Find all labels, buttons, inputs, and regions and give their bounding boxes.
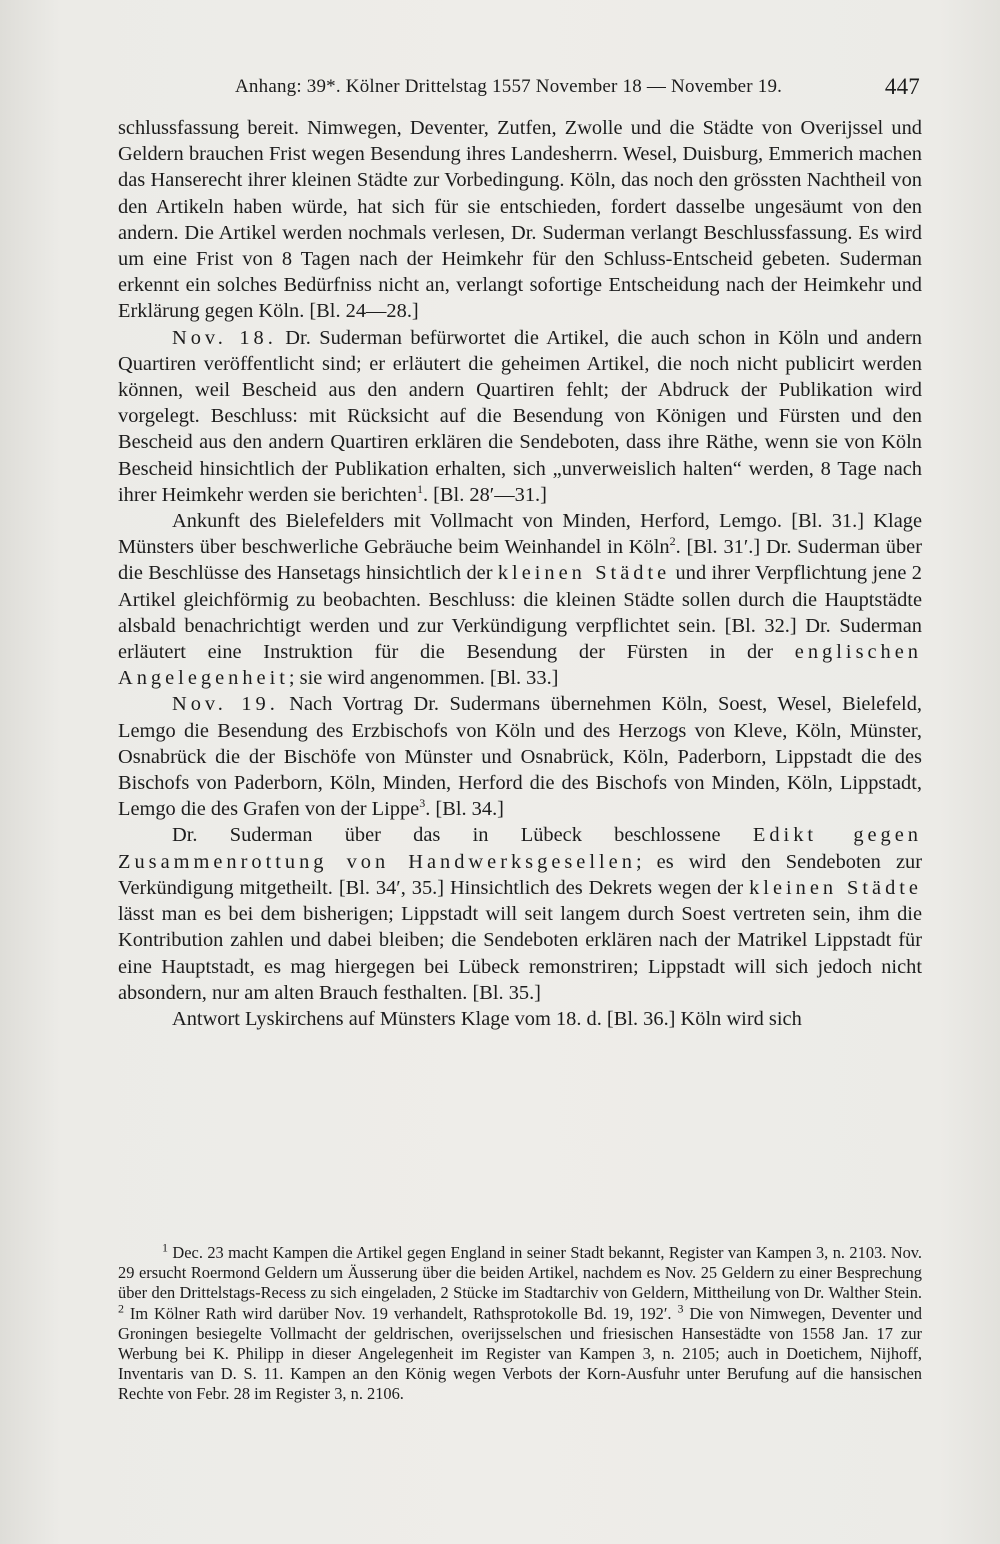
footnote-3-number: 3 — [677, 1301, 684, 1316]
spaced-edikt: Edikt gegen Zusammenrottung von Handwerksgesellen — [118, 824, 922, 873]
footnote-ref-1: 1 — [416, 482, 423, 497]
paragraph-3 — [118, 508, 922, 691]
paragraph-5-text: Dr. Suderman über das in Lübeck beschlossene — [172, 824, 753, 847]
paragraph-4-end: . [Bl. 34.] — [425, 798, 504, 821]
paragraph-6-text: Antwort Lyskirchens auf Münsters Klage vom 18. d. [Bl. 36.] Köln wird sich — [172, 1007, 802, 1030]
page-number: 447 — [884, 74, 920, 99]
footnote-block — [118, 1240, 923, 1405]
running-head: Anhang: 39*. Kölner Drittelstag 1557 November 18 — November 19. — [235, 76, 783, 97]
paragraph-1 — [118, 115, 922, 325]
main-text — [118, 115, 922, 1032]
paragraph-6 — [118, 1006, 922, 1032]
paragraph-1-text: schlussfassung bereit. Nimwegen, Deventer, Zutfen, Zwolle und die Städte von Overijssel und Geldern brauchen Frist wegen Besendung ihres Landesherrn. Wesel, Duisburg, Emmerich machen das Hanserecht ihrer kleinen Städte zur Vorbedingung. Köln, das noch den grössten Nachtheil von den Artikeln haben würde, hat sich für sie entschieden, fordert dasselbe ungesäumt von den andern. Die Artikel werden nochmals verlesen, Dr. Suderman verlangt Beschlussfassung. Es wird um eine Frist von 8 Tagen nach der Heimkehr für den Schluss-Entscheid gebeten. Suderman erkennt ein solches Bedürfniss nicht an, verlangt sofortige Entscheidung nach der Heimkehr und Erklärung gegen Köln. [Bl. 24—28.] — [118, 117, 922, 323]
footnote-2-text: Im Kölner Rath wird darüber Nov. 19 verhandelt, Rathsprotokolle Bd. 19, 192′. — [124, 1303, 678, 1323]
spaced-kleinen-staedte-2: kleinen Städte — [749, 876, 922, 899]
paragraph-2-text: Dr. Suderman befürwortet die Artikel, die auch schon in Köln und andern Quartiren veröffentlicht sind; er erläutert die geheimen Artikel, die noch nicht publicirt werden können, weil Bescheid aus den andern Quartiren fehlt; der Abdruck der Publikation wird vorgelegt. Beschluss: mit Rücksicht auf die Besendung von Königen und Fürsten und den Bescheid aus den andern Quartiren erklären die Sendeboten, dass ihre Räthe, wenn sie von Köln Bescheid hinsichtlich der Publikation erhalten, sich „unverweislich halten“ werden, 8 Tage nach ihrer Heimkehr werden sie berichten — [118, 326, 922, 506]
date-nov-19: Nov. 19. — [172, 693, 279, 716]
spaced-kleinen-staedte: kleinen Städte — [497, 562, 671, 585]
spaced-englischen-angelegenheit: englischen Angelegenheit — [118, 641, 922, 690]
paragraph-4 — [118, 691, 922, 822]
page-header — [118, 74, 924, 104]
footnote-1-number: 1 — [162, 1240, 168, 1255]
footnote-1-text: Dec. 23 macht Kampen die Artikel gegen England in seiner Stadt bekannt, Register van Kampen 3, n. 2103. Nov. 29 ersucht Roermond Geldern um Äusserung über die beiden Artikel, nachdem es Nov. 25 Geldern zu einer Besprechung über den Drittelstags-Recess zu sich eingeladen, 2 Stücke im Stadtarchiv von Geldern, Mittheilung von Dr. Walther Stein. — [118, 1243, 922, 1303]
paragraph-2 — [118, 325, 922, 508]
paragraph-3-text-b: . [Bl. 31′.] Dr. Suderman über die Beschlüsse des Hansetags hinsichtlich der — [118, 536, 922, 585]
paragraph-5-text-c: lässt man es bei dem bisherigen; Lippstadt will seit langem durch Soest vertreten sein, ihm die Kontribution zahlen und dabei bleiben; die Sendeboten erklären nach der Matrikel Lippstadt für eine Hauptstadt, es mag hiergegen bei Lübeck remonstriren; Lippstadt will sich jedoch nicht absondern, nur am alten Brauch festhalten. [Bl. 35.] — [118, 903, 922, 1004]
paragraph-2-end: . [Bl. 28′—31.] — [422, 483, 547, 506]
paragraph-5-text-b: ; es wird den Sendeboten zur Verkündigung mitgetheilt. [Bl. 34′, 35.] Hinsichtlich des Dekrets wegen der — [118, 850, 922, 899]
footnote-ref-3: 3 — [419, 796, 426, 811]
footnotes — [118, 1240, 923, 1405]
footnote-2-number: 2 — [118, 1301, 124, 1316]
footnote-3-text: Die von Nimwegen, Deventer und Groningen besiegelte Vollmacht der geldrischen, overijsselschen und friesischen Hansestädte von 1558 Jan. 17 zur Werbung bei K. Philipp in dieser Angelegenheit im Register van Kampen 3, n. 2105; auch in Doetichem, Nijhoff, Inventaris van D. S. 11. Kampen an den König wegen Verbots der Korn-Ausfuhr unter Berufung auf die hansischen Rechte von Febr. 28 im Register 3, n. 2106. — [118, 1303, 923, 1404]
paragraph-5 — [118, 822, 922, 1005]
paragraph-3-text-d: ; sie wird angenommen. [Bl. 33.] — [288, 667, 559, 690]
paragraph-3-text-c: und ihrer Verpflichtung jene 2 Artikel gleichförmig zu beobachten. Beschluss: die kleinen Städte sollen durch die Hauptstädte alsbald benachrichtigt werden und zur Verkündigung verpflichtet sein. [Bl. 32.] Dr. Suderman erläutert eine Instruktion für die Besendung der Fürsten in der — [118, 562, 922, 664]
paragraph-4-text: Nach Vortrag Dr. Sudermans übernehmen Köln, Soest, Wesel, Bielefeld, Lemgo die Besendung des Erzbischofs von Köln und des Herzogs von Kleve, Köln, Münster, Osnabrück die der Bischöfe von Münster und Osnabrück, Köln, Paderborn, Lippstadt die des Bischofs von Paderborn, Köln, Minden, Herford die des Bischofs von Minden, Köln, Lippstadt, Lemgo die des Grafen von der Lippe — [118, 693, 922, 821]
date-nov-18: Nov. 18. — [172, 326, 277, 349]
paragraph-3-text: Ankunft des Bielefelders mit Vollmacht von Minden, Herford, Lemgo. [Bl. 31.] Klage Münsters über beschwerliche Gebräuche beim Weinhandel in Köln — [118, 510, 922, 559]
footnote-ref-2: 2 — [669, 534, 676, 549]
